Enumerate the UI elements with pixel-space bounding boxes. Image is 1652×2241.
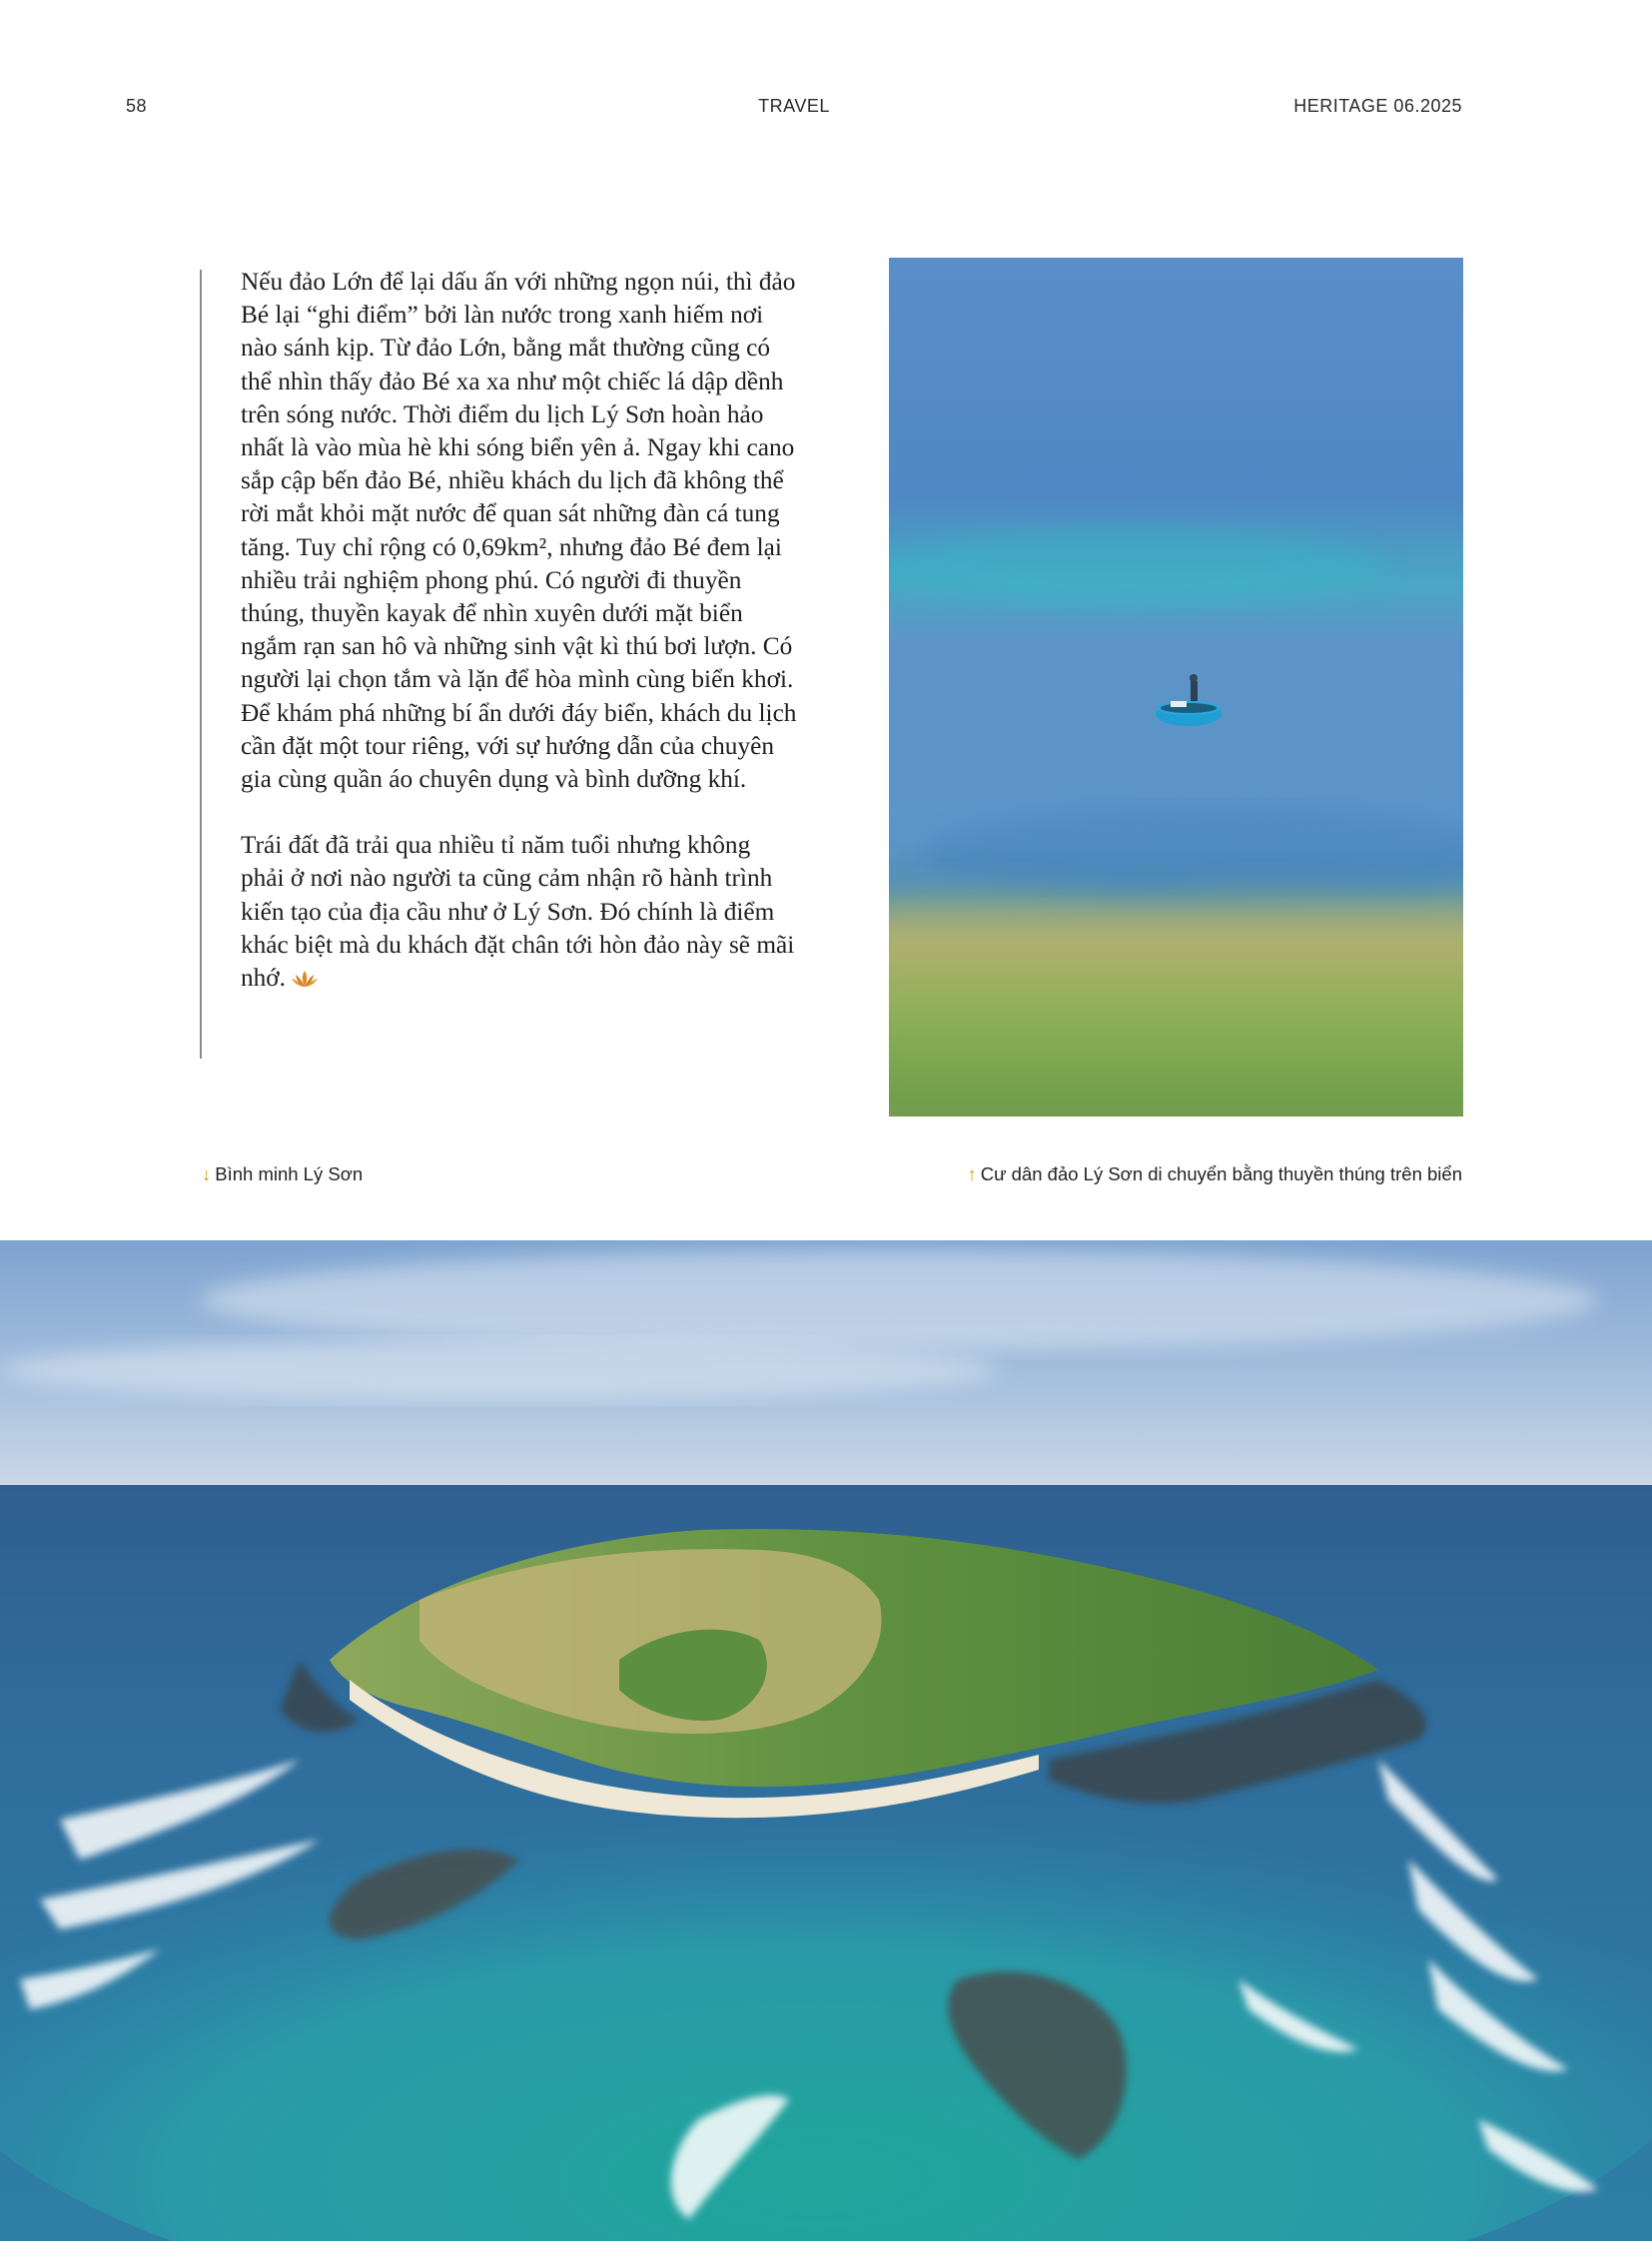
column-rule — [200, 270, 202, 1059]
paragraph: Nếu đảo Lớn để lại dấu ấn với những ngọn núi, thì đảo Bé lại “ghi điểm” bởi làn nước trong xanh hiếm nơi nào sánh kịp. Từ đảo Lớn, bằng mắt thường cũng có thể nhìn thấy đảo Bé xa xa như một chiếc lá dập dềnh trên sóng nước. Thời điểm du lịch Lý Sơn hoàn hảo nhất là vào mùa hè khi sóng biển yên ả. Ngay khi cano sắp cập bến đảo Bé, nhiều khách du lịch đã không thể rời mắt khỏi mặt nước để quan sát những đàn cá tung tăng. Tuy chỉ rộng có 0,69km², nhưng đảo Bé đem lại nhiều trải nghiệm phong phú. Có người đi thuyền thúng, thuyền kayak để nhìn xuyên dưới mặt biển ngắm rạn san hô và những sinh vật kì thú bơi lượn. Có người lại chọn tắm và lặn để hòa mình cùng biển khơi. Để khám phá những bí ẩn dưới đáy biển, khách du lịch cần đặt một tour riêng, với sự hướng dẫn của chuyên gia cùng quần áo chuyên dụng và bình dưỡng khí. — [241, 268, 797, 794]
caption-right: ↑ Cư dân đảo Lý Sơn di chuyển bằng thuyền thúng trên biển — [967, 1163, 1462, 1184]
issue-label: HERITAGE 06.2025 — [1293, 96, 1462, 116]
arrow-down-icon: ↓ — [202, 1163, 212, 1184]
page-number: 58 — [126, 96, 148, 116]
article-body — [241, 266, 800, 1031]
island-aerial-photo — [0, 1240, 1652, 2241]
section-label: TRAVEL — [758, 96, 830, 116]
boat-photo — [889, 258, 1463, 1117]
arrow-up-icon: ↑ — [967, 1163, 977, 1184]
caption-left: ↓ Bình minh Lý Sơn — [202, 1163, 364, 1184]
paragraph: Trái đất đã trải qua nhiều tỉ năm tuổi nhưng không phải ở nơi nào người ta cũng cảm nhận rõ hành trình kiến tạo của địa cầu như ở Lý Sơn. Đó chính là điểm khác biệt mà du khách đặt chân tới hòn đảo này sẽ mãi nhớ. — [241, 829, 800, 998]
lotus-icon — [290, 965, 320, 998]
